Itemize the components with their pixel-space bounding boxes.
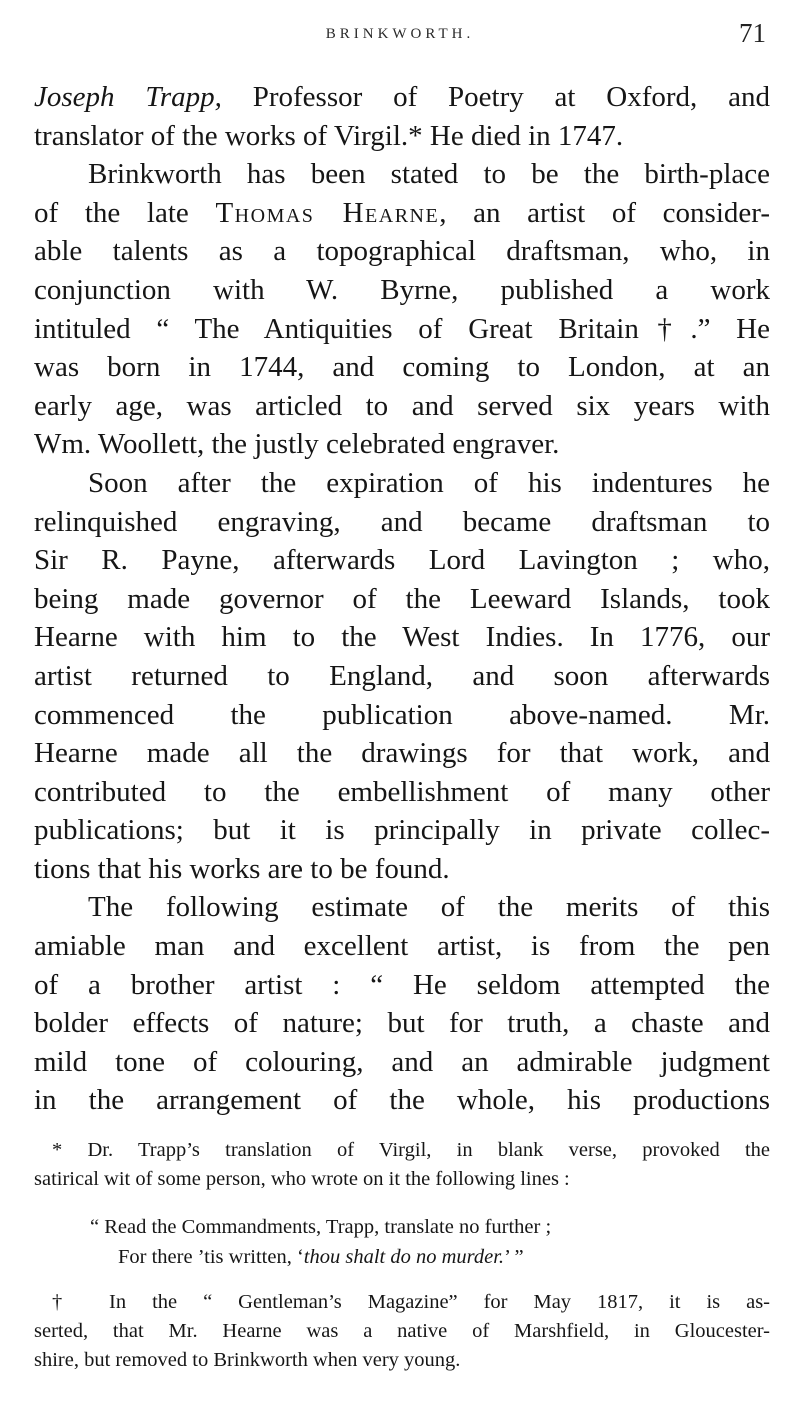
text-line: able talents as a topographical draftsman, who, in [34, 235, 770, 268]
text-line: artist returned to England, and soon afterwards [34, 659, 770, 692]
text-line: Sir R. Payne, afterwards Lord Lavington ; who, [34, 544, 770, 577]
running-title: BRINKWORTH. [325, 26, 475, 42]
footnote-hearne [34, 1288, 770, 1375]
person-name: Thomas Hearne [215, 196, 440, 229]
text-line: relinquished engraving, and became draftsman to [34, 505, 770, 538]
text-line: was born in 1744, and coming to London, at an [34, 351, 770, 384]
text-line: translator of the works of Virgil.* He died in 1747. [34, 119, 624, 152]
person-name: Joseph Trapp, [34, 81, 222, 113]
verse-quote: thou shalt do no murder. [303, 1246, 505, 1268]
page-number: 71 [739, 18, 766, 48]
text-line: Hearne with him to the West Indies. In 1776, our [34, 621, 770, 654]
text-line: conjunction with W. Byrne, published a work [34, 273, 770, 306]
text-line: in the arrangement of the whole, his productions [34, 1084, 770, 1117]
footnotes [34, 1136, 770, 1375]
text-line: mild tone of colouring, and an admirable judgment [34, 1045, 770, 1078]
footnote-line: * Dr. Trapp’s translation of Virgil, in blank verse, provoked the [52, 1139, 770, 1161]
text-line: Soon after the expiration of his indentures he [88, 466, 770, 499]
footnote-trapp [34, 1136, 770, 1272]
text-line: Joseph Trapp, Professor of Poetry at Oxford, and [34, 81, 770, 113]
text-line: publications; but it is principally in private collec- [34, 814, 770, 847]
verse-line: For there ’tis written, ‘thou shalt do no murder.’ ” [118, 1246, 524, 1268]
text-line: Brinkworth has been stated to be the birth-place [88, 158, 770, 191]
text-line: Hearne made all the drawings for that work, and [34, 737, 770, 770]
verse-line: “ Read the Commandments, Trapp, translate no further ; [90, 1216, 552, 1238]
text-line: being made governor of the Leeward Islands, took [34, 582, 770, 615]
footnote-line: † In the “ Gentleman’s Magazine” for May 1817, it is as- [52, 1291, 770, 1313]
text-line: contributed to the embellishment of many other [34, 775, 770, 808]
text-line: of a brother artist : “ He seldom attempted the [34, 968, 770, 1001]
footnote-line: satirical wit of some person, who wrote on it the following lines : [34, 1168, 570, 1190]
text-line: amiable man and excellent artist, is from the pen [34, 930, 770, 963]
footnote-line: shire, but removed to Brinkworth when very young. [34, 1349, 461, 1371]
text-line: intituled “ The Antiquities of Great Britain†.” He [34, 312, 770, 345]
text-line: early age, was articled to and served six years with [34, 389, 770, 422]
text-line: tions that his works are to be found. [34, 852, 450, 885]
text-line: of the late Thomas Hearne, an artist of consider- [34, 196, 770, 229]
text-line: Wm. Woollett, the justly celebrated engraver. [34, 428, 560, 461]
running-head [0, 18, 800, 52]
text-line: commenced the publication above-named. Mr. [34, 698, 770, 731]
footnote-line: serted, that Mr. Hearne was a native of Marshfield, in Gloucester- [34, 1320, 770, 1342]
text-line: The following estimate of the merits of this [88, 891, 770, 924]
body-text [34, 78, 770, 1120]
text-line: bolder effects of nature; but for truth, a chaste and [34, 1007, 770, 1040]
